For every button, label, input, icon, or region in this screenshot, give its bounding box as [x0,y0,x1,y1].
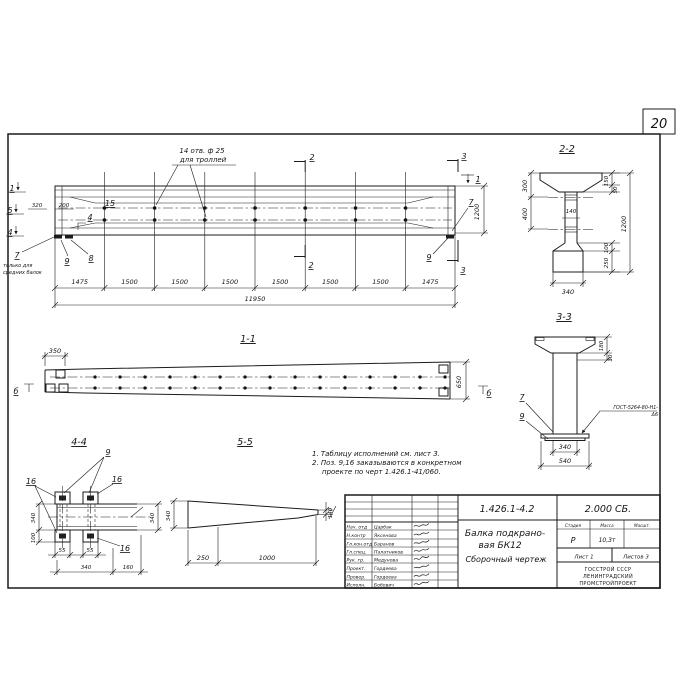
note-2-line2: проекте по черт 1.426.1-41/060. [322,468,441,476]
section-1-1-view [14,334,492,402]
product-title-line2: вая БК12 [478,541,522,551]
section-mark-3-top: 3 [461,152,467,161]
mass-label: Масса [600,523,614,528]
personnel-role: Гл.кон.отд [346,542,373,548]
hole-note-line1: 14 отв. ф 25 [179,147,225,155]
dim-1200-s22: 1200 [620,215,628,233]
weld-spec-line1: ГОСТ-5264-80-Н1- [613,406,658,411]
section-mark-3-bottom: 3 [460,266,466,275]
dim-340-s22: 340 [561,288,575,296]
org-line1: ГОССТРОЙ СССР [584,567,632,573]
personnel-table [347,524,430,589]
dim-250: 250 [604,257,610,269]
dim-total-11950: 11950 [244,295,266,303]
section-title-1-1: 1-1 [240,334,256,345]
view-title-4-4: 4-4 [71,437,87,448]
note-2-line1: 2. Поз. 9,16 заказываются в конкретном [312,459,462,467]
chain-dim: 1500 [322,278,339,286]
dim-320: 320 [31,203,43,209]
personnel-name: Яксенова [374,534,397,539]
dim-540: 540 [558,457,572,465]
dim-180: 180 [599,340,605,352]
callout-8: 8 [88,254,94,263]
sheet-number: Лист 1 [574,554,594,561]
chain-dim: 1500 [121,278,138,286]
dim-250: 250 [196,554,210,562]
personnel-role: Н.контр [346,534,366,539]
personnel-role: Исполн. [346,583,366,589]
dim-340-v55: 340 [166,510,172,522]
section-mark-5-left: 5 [7,206,13,215]
callout-9-s33: 9 [519,412,525,421]
dim-150: 150 [604,175,610,187]
personnel-name: Гордеева [374,575,397,581]
footnote-line1: только для [3,263,33,269]
bearing-pad [65,235,73,239]
product-title-line3: Сборочный чертеж [465,555,547,564]
view-4-4 [26,437,162,575]
dim-140: 140 [565,209,577,215]
view-mark-b-right: б [486,389,492,398]
chain-dim: 1500 [271,278,289,286]
section-mark-2-bottom: 2 [308,261,314,270]
weld-spec-line2: Δ6 [651,413,658,418]
view-mark-b-left: б [13,387,19,396]
personnel-name: Царбак [374,525,392,531]
doc-number: 1.426.1-4.2 [479,504,535,515]
section-mark-4-left: 4 [7,228,13,237]
personnel-name: Гордеева [374,567,397,572]
section-title-2-2: 2-2 [559,144,575,155]
dim-160: 160 [122,565,134,571]
dim-1000: 1000 [258,554,276,562]
callout-16-b: 16 [111,475,123,484]
callout-7-s33: 7 [519,393,525,402]
callout-15: 15 [104,199,116,208]
product-title-line1: Балка подкрано- [464,529,546,539]
section-2-2-view [521,144,634,296]
chain-dim: 1500 [372,278,389,286]
dim-1200-elev: 1200 [473,203,481,221]
dim-350: 350 [48,347,62,355]
section-mark-2-top: 2 [309,153,315,162]
section-3-3-view [519,312,658,470]
view-title-5-5: 5-5 [237,437,253,448]
callout-16-a: 16 [25,477,37,486]
page-number: 20 [650,117,668,132]
footnote-line2: средних балок [3,270,42,276]
callout-9-right: 9 [426,253,432,262]
sheet-frame [8,109,675,588]
callout-9-v44: 9 [105,448,111,457]
dim-650: 650 [455,375,463,389]
callout-7-right: 7 [468,198,474,207]
stage-value: Р [570,536,576,545]
dim-100-s22: 100 [604,242,610,254]
flange-insert [586,338,594,341]
base-pad [545,438,585,441]
dim-340-right: 340 [150,512,156,524]
dim-200: 200 [58,203,70,209]
main-elevation-view [3,147,488,308]
personnel-role: Провер. [346,575,366,581]
dim-340-s33: 340 [558,443,572,451]
callout-7-left: 7 [14,251,20,260]
dim-55b: 55 [86,548,94,554]
stage-label: Стадия [564,523,582,528]
dim-30: 30 [608,354,614,362]
section-mark-1-right: 1 [475,175,481,184]
chain-dim: 1500 [221,278,239,286]
personnel-name: Бобович [374,583,395,589]
personnel-name: Палатников [374,550,403,556]
title-block [345,495,660,589]
note-1: 1. Таблицу исполнений см. лист 3. [312,450,440,458]
personnel-name: Баранов [374,542,395,548]
chain-dim: 1475 [422,278,439,286]
org-line2: ЛЕНИНГРАДСКИЙ [583,574,633,580]
personnel-role: Нач. отд [346,525,368,531]
callout-4: 4 [87,213,93,222]
flange-insert [536,338,544,341]
callout-9-left: 9 [64,257,70,266]
section-title-3-3: 3-3 [556,312,572,323]
chain-dim: 1475 [71,278,88,286]
personnel-role: Проект. [346,567,366,572]
scale-label: Масшт. [633,523,651,528]
personnel-name: Медунова [374,558,399,564]
bearing-pad [446,235,454,239]
dim-140-v55: 140 [328,507,334,519]
mass-value: 10,3т [598,537,616,544]
dim-50: 50 [613,186,619,194]
dim-340-bottom: 340 [80,565,92,571]
base-plate [541,434,589,438]
hole-note-line2: для троллей [179,156,227,164]
dim-300: 300 [521,179,529,193]
section-mark-1-left: 1 [9,184,15,193]
personnel-role: Гл.спец. [346,550,367,556]
view-5-5 [166,437,336,566]
org-line3: ПРОМСТРОЙПРОЕКТ [579,581,637,587]
signatures [414,524,429,585]
dim-100: 100 [31,532,37,544]
drawing-notes [312,450,462,476]
doc-code: 2.000 СБ. [584,504,632,515]
callout-16-c: 16 [119,544,131,553]
dim-340-left: 340 [31,512,37,524]
dim-55a: 55 [58,548,66,554]
chain-dim: 1500 [171,278,188,286]
personnel-role: Рук. гр. [346,558,365,564]
dim-400: 400 [521,207,529,221]
sheet-count: Листов 3 [623,554,649,561]
